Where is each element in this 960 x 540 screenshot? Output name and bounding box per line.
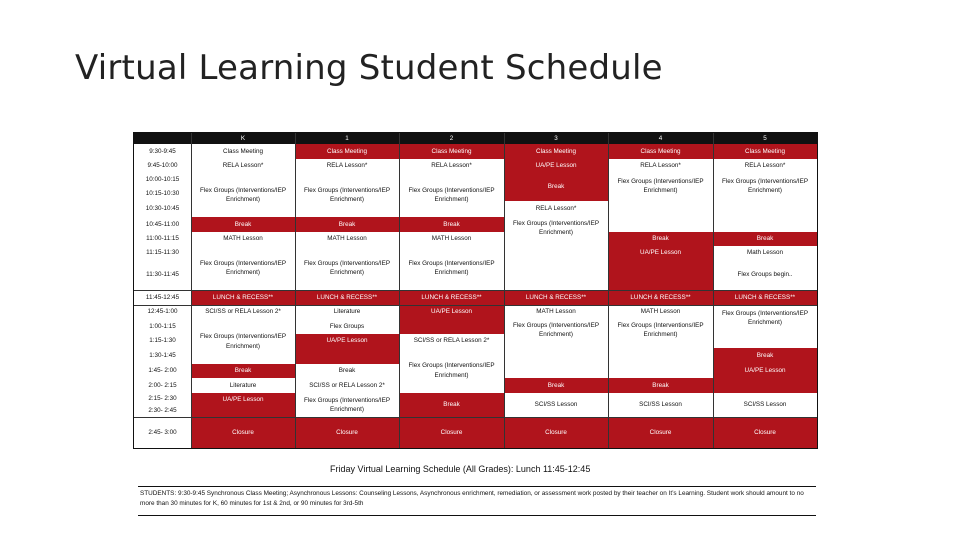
g2-closure: Closure	[399, 417, 504, 448]
k-literature: Literature	[229, 381, 257, 389]
k-flex-groups: Flex Groups (Interventions/IEP Enrichment)	[199, 333, 287, 350]
time-slot: 1:00-1:15	[149, 322, 176, 330]
g1-break: Break	[338, 367, 356, 375]
time-slot: 12:45-1:00	[147, 308, 178, 316]
time-slot: 10:00-10:15	[145, 176, 180, 184]
g2-flex-groups: Flex Groups (Interventions/IEP Enrichment)	[408, 259, 495, 276]
g4-lunch-recess: LUNCH & RECESS**	[608, 290, 713, 305]
k-closure: Closure	[191, 417, 295, 448]
g3-rela-lesson: RELA Lesson*	[535, 205, 577, 213]
row-divider	[134, 305, 817, 306]
header-grade-k: K	[191, 133, 295, 144]
header-blank	[134, 133, 191, 144]
g5-lunch-recess: LUNCH & RECESS**	[713, 290, 817, 305]
g3-lunch-recess: LUNCH & RECESS**	[504, 290, 608, 305]
g2-break-label: Break	[443, 401, 460, 409]
time-slot: 2:15- 2:30	[148, 395, 177, 403]
g3-break: Break	[504, 173, 608, 201]
g1-sci-ss-or-rela: SCI/SS or RELA Lesson 2*	[309, 381, 385, 389]
header-grade-1: 1	[295, 133, 399, 144]
schedule-table	[133, 132, 818, 449]
g2-break-literature	[399, 393, 504, 417]
g1-flex-groups: Flex Groups (Interventions/IEP Enrichment)	[303, 186, 391, 203]
g1-flex-groups: Flex Groups (Interventions/IEP Enrichment)	[303, 259, 391, 276]
row-divider	[134, 417, 817, 418]
g4-rela-lesson: RELA Lesson*	[640, 162, 681, 170]
time-slot: 2:45- 3:00	[148, 428, 177, 436]
page-title: Virtual Learning Student Schedule	[75, 48, 663, 88]
row-divider	[134, 290, 817, 291]
time-slot: 1:30-1:45	[149, 352, 176, 360]
g5-ua-pe-lesson: UA/PE Lesson	[713, 364, 817, 393]
g2-rela-lesson: RELA Lesson*	[431, 162, 472, 170]
time-slot: 11:30-11:45	[146, 271, 179, 279]
time-slot: 9:45-10:00	[147, 162, 178, 170]
header-grade-2: 2	[399, 133, 504, 144]
g3-closure: Closure	[504, 417, 608, 448]
time-slot: 1:15-1:30	[149, 337, 176, 345]
header-grade-5: 5	[713, 133, 817, 144]
g4-flex-groups: Flex Groups (Interventions/IEP Enrichment)	[617, 178, 704, 195]
time-slot: 1:45- 2:00	[148, 367, 177, 375]
g5-class-meeting: Class Meeting	[713, 144, 817, 159]
g1-rela-lesson: RELA Lesson*	[326, 162, 368, 170]
g2-sci-ss-or-rela: SCI/SS or RELA Lesson 2*	[413, 337, 490, 345]
g4-sci-ss-flex	[608, 393, 713, 417]
g1-lunch-recess: LUNCH & RECESS**	[295, 290, 399, 305]
g4-break: Break	[608, 232, 713, 246]
g2-lunch-recess: LUNCH & RECESS**	[399, 290, 504, 305]
g4-closure: Closure	[608, 417, 713, 448]
header-grade-3: 3	[504, 133, 608, 144]
k-lunch-recess: LUNCH & RECESS**	[191, 290, 295, 305]
time-slot: 9:30-9:45	[149, 147, 176, 155]
g1-math-lesson: MATH Lesson	[327, 235, 367, 243]
g3-flex-groups: Flex Groups (Interventions/IEP Enrichment)	[512, 220, 600, 237]
g3-break: Break	[504, 378, 608, 393]
g3-sci-ss-lesson: SCI/SS Lesson	[534, 401, 578, 409]
note-top-rule	[138, 486, 816, 487]
g2-class-meeting: Class Meeting	[399, 144, 504, 159]
header-grade-4: 4	[608, 133, 713, 144]
g4-flex-groups: Flex Groups (Interventions/IEP Enrichment)	[617, 322, 704, 339]
g2-flex-groups: Flex Groups (Interventions/IEP Enrichment)	[408, 362, 495, 379]
g5-flex-groups: Flex Groups (Interventions/IEP Enrichment)	[721, 178, 809, 195]
note-bottom-rule	[138, 515, 816, 516]
time-slot: 11:15-11:30	[146, 249, 179, 257]
g3-math-lesson: MATH Lesson	[536, 308, 576, 316]
friday-schedule-caption: Friday Virtual Learning Schedule (All Grades): Lunch 11:45-12:45	[330, 464, 591, 474]
g5-break: Break	[713, 232, 817, 246]
k-class-meeting: Class Meeting	[223, 147, 263, 155]
g1-break: Break	[295, 217, 399, 232]
g4-math-lesson: MATH Lesson	[640, 308, 681, 316]
g5-math-lesson: Math Lesson	[746, 249, 784, 257]
students-note: STUDENTS: 9:30-9:45 Synchronous Class Meeting; Asynchronous Lessons: Counseling Lessons, Asynchronous enrichment, remediation, or assessment work posted by their teacher on It’s Learning. Student work should amount to no more than 30 minutes for K, 60 minutes for 1st & 2nd, or 90 minutes for 3rd-5th	[140, 490, 804, 507]
k-rela-lesson: RELA Lesson*	[222, 162, 264, 170]
time-slot: 10:15-10:30	[145, 190, 180, 198]
g2-ua-pe-lesson: UA/PE Lesson	[399, 305, 504, 334]
k-sci-ss-or-rela: SCI/SS or RELA Lesson 2*	[205, 308, 281, 316]
k-ua-pe-lesson: UA/PE Lesson	[191, 393, 295, 417]
g5-sci-ss-flex	[713, 393, 817, 417]
g4-ua-pe-lesson: UA/PE Lesson	[608, 246, 713, 290]
g4-break: Break	[608, 378, 713, 393]
g5-break: Break	[713, 348, 817, 364]
g5-sci-ss-lesson: SCI/SS Lesson	[743, 401, 787, 409]
time-slot: 10:45-11:00	[145, 220, 180, 228]
k-flex-groups: Flex Groups (Interventions/IEP Enrichment)	[199, 259, 287, 276]
g4-sci-ss-lesson: SCI/SS Lesson	[639, 401, 682, 409]
g2-math-lesson: MATH Lesson	[431, 235, 472, 243]
g3-sci-ss-flex	[504, 393, 608, 417]
g1-flex-groups: Flex Groups (Interventions/IEP Enrichment)	[303, 396, 391, 413]
time-slot: 2:00- 2:15	[148, 381, 177, 389]
g1-flex-groups: Flex Groups	[329, 322, 365, 330]
g5-flex-groups-begin: Flex Groups begin..	[737, 271, 793, 279]
g2-break: Break	[399, 217, 504, 232]
g4-class-meeting: Class Meeting	[608, 144, 713, 159]
time-slot: 10:30-10:45	[145, 205, 180, 213]
g3-ua-pe-lesson: UA/PE Lesson	[504, 159, 608, 173]
g2-flex-groups: Flex Groups (Interventions/IEP Enrichment)	[408, 186, 495, 203]
k-break: Break	[191, 364, 295, 378]
g1-class-meeting: Class Meeting	[295, 144, 399, 159]
time-slot: 11:45-12:45	[145, 293, 180, 301]
k-flex-groups: Flex Groups (Interventions/IEP Enrichment)	[199, 186, 287, 203]
time-slot: 11:00-11:15	[146, 235, 179, 243]
g3-class-meeting: Class Meeting	[504, 144, 608, 159]
g1-closure: Closure	[295, 417, 399, 448]
g5-closure: Closure	[713, 417, 817, 448]
g5-rela-lesson: RELA Lesson*	[744, 162, 786, 170]
g1-ua-pe-lesson: UA/PE Lesson	[295, 334, 399, 364]
k-math-lesson: MATH Lesson	[223, 235, 263, 243]
g1-literature: Literature	[333, 308, 361, 316]
k-break: Break	[191, 217, 295, 232]
g3-flex-groups: Flex Groups (Interventions/IEP Enrichment)	[512, 322, 600, 339]
g5-flex-groups: Flex Groups (Interventions/IEP Enrichment)	[721, 310, 809, 327]
time-slot: 2:30- 2:45	[148, 407, 177, 415]
